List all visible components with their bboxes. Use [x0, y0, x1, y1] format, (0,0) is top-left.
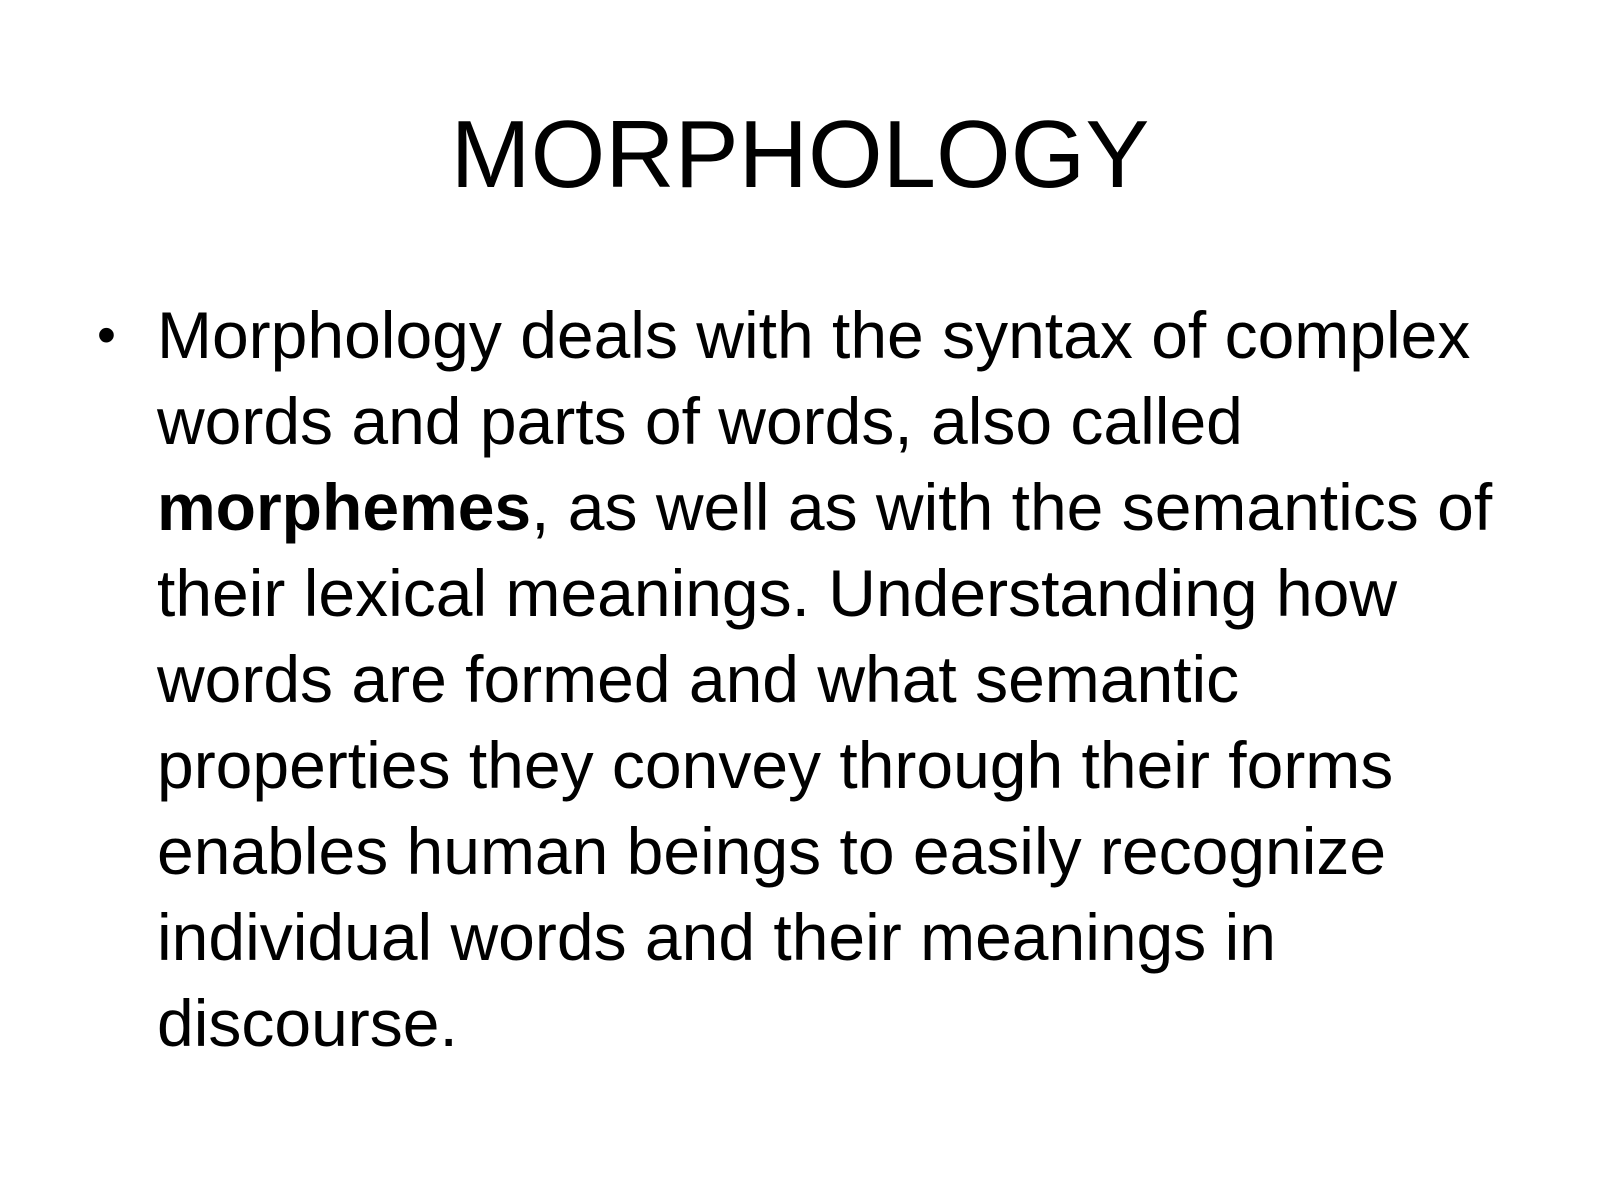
- bullet-bold-term: morphemes: [157, 470, 532, 544]
- bullet-list: [95, 292, 1525, 1066]
- bullet-item: [95, 292, 1525, 1066]
- bullet-text-before: Morphology deals with the syntax of complex words and parts of words, also called: [157, 298, 1471, 458]
- bullet-text-after: , as well as with the semantics of their lexical meanings. Understanding how words are formed and what semantic properties they convey through their forms enables human beings to easily recognize individual words and their meanings in discourse.: [157, 470, 1493, 1060]
- slide-title: MORPHOLOGY: [450, 101, 1150, 208]
- bullet-icon: •: [97, 305, 116, 365]
